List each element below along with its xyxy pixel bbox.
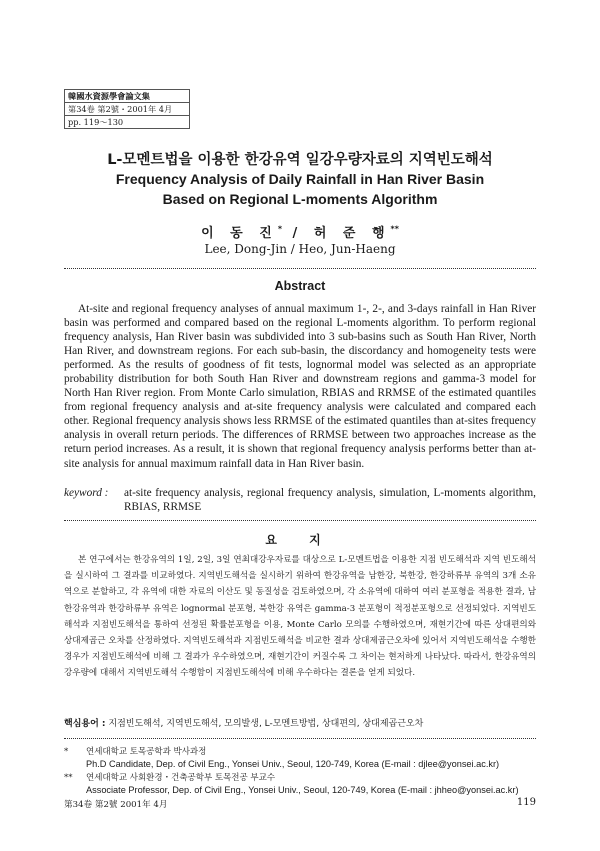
footnote-2-english: Associate Professor, Dep. of Civil Eng., Yonsei Univ., Seoul, 120-749, Korea (E-mail : jhheo@yonsei.ac.kr) [86,785,519,795]
footnote-1-korean: 연세대학교 토목공학과 박사과정 [86,747,207,757]
journal-volume: 第34卷 第2號・2001年 4月 [65,103,189,116]
korean-keyword-label: 핵심용어 : [64,719,106,729]
author-2-korean: 허 준 행 [313,226,391,241]
journal-info-box [64,89,190,129]
korean-title: L-모멘트법을 이용한 한강유역 일강우량자료의 지역빈도해석 [107,152,493,168]
divider-top [64,268,536,269]
journal-pages: pp. 119～130 [68,117,124,127]
abstract-text: At-site and regional frequency analyses of annual maximum 1-, 2-, and 3-days rainfall in Han River basin was performed and compared based on the regional L-moments algorithm. To perform regional frequency analysis, Han River basin was subdivided into 3 sub-basins such as South Han River, North Han River, and downstream regions. For each sub-basin, the discordancy and homogeneity tests were performed. As the results of goodness of fit tests, lognormal model was selected as an appropriate probability distribution for both South Han River and downstream regions and gamma-3 model for North Han River region. From Monte Carlo simulation, RBIAS and RRMSE of the estimated quantiles from regional frequency analysis and at-site frequency analysis were calculated and compared each other. Regional frequency analysis shows less RRMSE of the estimated quantiles than at-sites frequency analysis in overall return periods. The differences of RRMSE between two approaches increase as the return period increases. As a result, it is shown that regional frequency analysis performs better than at-site analysis for annual maximum rainfall data in Han River basin. [64,303,536,470]
footer-issue: 第34卷 第2號 2001年 4月 [64,800,168,810]
page-number: 119 [516,797,536,808]
korean-abstract-text: 본 연구에서는 한강유역의 1일, 2일, 3일 연최대강우자료를 대상으로 L-모멘트법을 이용한 지점 빈도해석과 지역 빈도해석을 실시하여 그 결과를 비교하였다. 지역빈도해석을 실시하기 위하여 한강유역을 남한강, 북한강, 한강하류부 유역의 3개 소유역으로 분할하고, 각 유역에 대한 자료의 이산도 및 동질성을 검토하였으며, 각 소유역에 대하여 여러 분포형을 적용한 결과, 남한강유역과 한강하류부 유역은 lognormal 분포형, 북한강 유역은 gamma-3 분포형이 적정분포형으로 선정되었다. 지역빈도해석과 지점빈도해석을 통하여 선정된 확률분포형을 이용, Monte Carlo 모의를 수행하였으며, 재현기간에 따른 상대편의와 상대제곱근 오차를 산정하였다. 지역빈도해석과 지점빈도해석을 비교한 결과 상대제곱근오차에 있어서 지역빈도해석을 수행한 경우가 지점빈도해석에 비해 그 결과가 우수하였으며, 재현기간이 커질수록 그 차이는 현저하게 나타났다. 따라서, 한강유역의 강우량에 대해서 지역빈도해석 수행함이 지점빈도해석에 비해 우수하다는 결론을 얻게 되었다. [64,555,536,679]
abstract-heading: Abstract [274,279,326,293]
footnote-1-english: Ph.D Candidate, Dep. of Civil Eng., Yonsei Univ., Seoul, 120-749, Korea (E-mail : djlee@yonsei.ac.kr) [86,759,500,769]
korean-keywords [64,716,536,729]
english-title-line-2: Based on Regional L-moments Algorithm [162,191,438,207]
keyword-label: keyword : [64,487,109,499]
footnote-1-mark: * [64,747,69,757]
english-title-line-1: Frequency Analysis of Daily Rainfall in Han River Basin [115,171,485,187]
footnote-2-mark: ** [64,773,73,783]
divider-bottom [64,738,536,739]
keyword-list: at-site frequency analysis, regional frequency analysis, simulation, L-moments algorithm, RBIAS, RRMSE [124,487,536,513]
footnote-2-korean: 연세대학교 사회환경・건축공학부 토목전공 부교수 [86,773,276,783]
author-1-korean: 이 동 진 [201,226,278,241]
divider-middle [64,520,536,521]
korean-authors [0,222,600,241]
english-authors: Lee, Dong-Jin / Heo, Jun-Haeng [204,242,396,256]
author-separator: / [292,226,304,241]
korean-keyword-list: 지점빈도해석, 지역빈도해석, 모의발생, L-모멘트방법, 상대편의, 상대제곱근오차 [108,719,424,729]
author-1-mark: * [277,224,282,234]
author-2-mark: ** [390,224,399,234]
journal-name: 韓國水資源學會論文集 [65,90,189,103]
korean-abstract-heading: 요 지 [265,533,335,547]
